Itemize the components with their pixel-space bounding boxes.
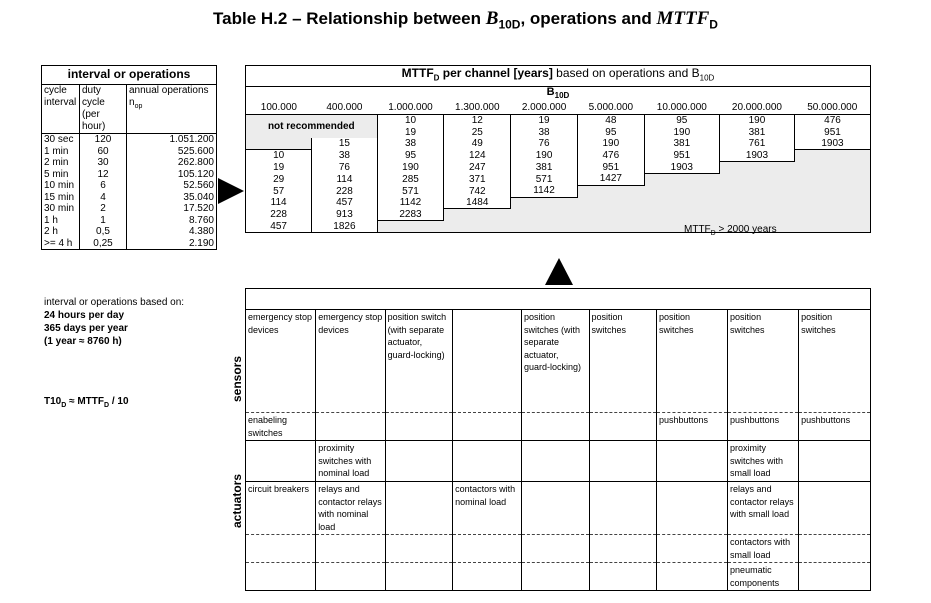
b10d-column-header: 400.000 bbox=[312, 101, 377, 115]
mttf-value: 29 bbox=[246, 173, 312, 185]
table-row bbox=[42, 203, 217, 215]
table-cell: 52.560 bbox=[127, 180, 217, 192]
table-cell: 2 h bbox=[42, 226, 80, 238]
empty-cell bbox=[719, 209, 794, 221]
col-cycle-interval: cycle interval bbox=[42, 85, 80, 134]
component-cell bbox=[657, 482, 728, 535]
empty-cell bbox=[577, 197, 644, 209]
mttf-value: 228 bbox=[312, 185, 377, 197]
table-row bbox=[42, 226, 217, 238]
component-row bbox=[246, 535, 871, 563]
component-cell bbox=[589, 441, 656, 482]
component-cell bbox=[453, 310, 522, 413]
mttf-value: 913 bbox=[312, 209, 377, 221]
component-cell bbox=[385, 535, 453, 563]
table-cell: 8.760 bbox=[127, 215, 217, 227]
component-row bbox=[246, 413, 871, 441]
mttf-value: 48 bbox=[577, 115, 644, 127]
component-cell bbox=[246, 535, 316, 563]
mttf-value: 951 bbox=[795, 127, 871, 138]
interval-table bbox=[41, 65, 217, 250]
component-cell bbox=[316, 563, 385, 591]
component-cell bbox=[316, 413, 385, 441]
table-row bbox=[42, 238, 217, 250]
components-header bbox=[246, 289, 871, 310]
mttf-value: 57 bbox=[246, 185, 312, 197]
mttf-value: 476 bbox=[795, 115, 871, 127]
component-cell: position switches (with separate actuator, guard-locking) bbox=[521, 310, 589, 413]
table-cell: 1 bbox=[80, 215, 127, 227]
component-cell: pushbuttons bbox=[657, 413, 728, 441]
component-cell: position switches bbox=[657, 310, 728, 413]
mttf-header: $MTTF_D$ per channel [years] based on operations and $B_{10D}$ bbox=[246, 66, 871, 87]
component-cell bbox=[453, 413, 522, 441]
component-cell: pushbuttons bbox=[728, 413, 799, 441]
page-title: Table H.2 – Relationship between $B_{10D}$, operations and $MTTF_D$ bbox=[213, 8, 718, 32]
table-cell: 525.600 bbox=[127, 146, 217, 158]
mttf-value: 190 bbox=[719, 115, 794, 127]
component-cell: relays and contactor relays with nominal load bbox=[316, 482, 385, 535]
mttf-value: 190 bbox=[377, 162, 444, 174]
b10d-column-header: 2.000.000 bbox=[511, 101, 578, 115]
table-row bbox=[42, 146, 217, 158]
component-cell: enabeling switches bbox=[246, 413, 316, 441]
table-row bbox=[42, 215, 217, 227]
component-cell bbox=[521, 563, 589, 591]
table-row bbox=[42, 134, 217, 146]
arrow-up-icon bbox=[545, 258, 573, 285]
col-duty-cycle: duty cycle (per hour) bbox=[80, 85, 127, 134]
mttf-value: 761 bbox=[719, 138, 794, 150]
component-cell bbox=[521, 441, 589, 482]
mttf-value: 10 bbox=[377, 115, 444, 127]
empty-cell bbox=[644, 197, 719, 209]
component-cell: proximity switches with nominal load bbox=[316, 441, 385, 482]
b10d-column-header: 5.000.000 bbox=[577, 101, 644, 115]
empty-cell bbox=[719, 197, 794, 209]
table-cell: 105.120 bbox=[127, 169, 217, 181]
table-cell: 1 h bbox=[42, 215, 80, 227]
empty-cell bbox=[577, 185, 644, 197]
component-cell bbox=[246, 563, 316, 591]
mttf-value: 381 bbox=[644, 138, 719, 150]
mttf-value: 457 bbox=[246, 221, 312, 233]
component-cell bbox=[453, 441, 522, 482]
mttf-table bbox=[245, 65, 871, 233]
table-row bbox=[42, 180, 217, 192]
empty-cell bbox=[795, 173, 871, 185]
b10d-column-header: 1.300.000 bbox=[444, 101, 511, 115]
sensors-label: sensors bbox=[230, 355, 244, 402]
component-cell bbox=[521, 482, 589, 535]
table-row bbox=[246, 115, 871, 127]
mttf-value: 76 bbox=[312, 162, 377, 174]
mttf-value: 381 bbox=[719, 127, 794, 138]
component-cell bbox=[385, 482, 453, 535]
mttf-value: 38 bbox=[377, 138, 444, 150]
component-cell: contactors with nominal load bbox=[453, 482, 522, 535]
mttf-value: 951 bbox=[577, 162, 644, 174]
table-row bbox=[246, 162, 871, 174]
component-row bbox=[246, 563, 871, 591]
table-cell: 6 bbox=[80, 180, 127, 192]
table-cell: 2 min bbox=[42, 157, 80, 169]
mttf-value: 19 bbox=[377, 127, 444, 138]
empty-cell bbox=[444, 221, 511, 233]
mttf-value: 476 bbox=[577, 150, 644, 162]
b10d-column-header: 10.000.000 bbox=[644, 101, 719, 115]
empty-cell bbox=[444, 209, 511, 221]
component-cell bbox=[657, 535, 728, 563]
mttf-value: 571 bbox=[377, 185, 444, 197]
table-row bbox=[42, 169, 217, 181]
table-row bbox=[246, 173, 871, 185]
mttf-value: 1142 bbox=[377, 197, 444, 209]
empty-cell bbox=[719, 162, 794, 174]
mttf-value: 15 bbox=[312, 138, 377, 150]
empty-cell bbox=[795, 209, 871, 221]
component-row bbox=[246, 441, 871, 482]
empty-cell bbox=[795, 150, 871, 162]
component-cell: position switch (with separate actuator, guard-locking) bbox=[385, 310, 453, 413]
component-cell bbox=[589, 535, 656, 563]
mttf-value: 19 bbox=[511, 115, 578, 127]
table-cell: 35.040 bbox=[127, 192, 217, 204]
component-cell bbox=[589, 563, 656, 591]
mttf-value: 381 bbox=[511, 162, 578, 174]
mttf-value: 1142 bbox=[511, 185, 578, 197]
component-cell bbox=[246, 441, 316, 482]
component-cell bbox=[316, 535, 385, 563]
empty-cell bbox=[511, 197, 578, 209]
component-cell bbox=[657, 441, 728, 482]
component-cell bbox=[521, 413, 589, 441]
component-cell: position switches bbox=[589, 310, 656, 413]
component-cell: contactors with small load bbox=[728, 535, 799, 563]
mttf-value: 457 bbox=[312, 197, 377, 209]
component-cell bbox=[385, 441, 453, 482]
mttf-value: 1903 bbox=[795, 138, 871, 150]
table-cell: 12 bbox=[80, 169, 127, 181]
component-cell: emergency stop devices bbox=[246, 310, 316, 413]
empty-cell bbox=[511, 209, 578, 221]
table-cell: 1.051.200 bbox=[127, 134, 217, 146]
empty-cell bbox=[511, 221, 578, 233]
mttf-value: 114 bbox=[312, 173, 377, 185]
table-cell: 30 sec bbox=[42, 134, 80, 146]
component-cell: pushbuttons bbox=[799, 413, 871, 441]
empty-cell bbox=[719, 173, 794, 185]
t10-formula: $T10_D$ ≈ $MTTF_D / 10$ bbox=[44, 396, 129, 409]
empty-cell bbox=[719, 185, 794, 197]
mttf-value: 951 bbox=[644, 150, 719, 162]
actuators-label: actuators bbox=[230, 473, 244, 528]
mttf-value: 190 bbox=[511, 150, 578, 162]
mttf-value: 228 bbox=[246, 209, 312, 221]
mttf-value: 19 bbox=[246, 162, 312, 174]
table-cell: 5 min bbox=[42, 169, 80, 181]
table-cell: 120 bbox=[80, 134, 127, 146]
mttf-value: 285 bbox=[377, 173, 444, 185]
mttf-value: 742 bbox=[444, 185, 511, 197]
mttf-value: 76 bbox=[511, 138, 578, 150]
mttf-value: 1903 bbox=[719, 150, 794, 162]
component-cell bbox=[385, 563, 453, 591]
empty-cell bbox=[577, 209, 644, 221]
component-row bbox=[246, 310, 871, 413]
table-cell: 17.520 bbox=[127, 203, 217, 215]
table-row bbox=[246, 197, 871, 209]
component-cell bbox=[657, 563, 728, 591]
component-cell bbox=[799, 441, 871, 482]
empty-cell bbox=[377, 221, 444, 233]
b10d-column-header: 100.000 bbox=[246, 101, 312, 115]
table-row bbox=[246, 138, 871, 150]
component-cell bbox=[589, 482, 656, 535]
table-cell: 60 bbox=[80, 146, 127, 158]
mttf-value: 25 bbox=[444, 127, 511, 138]
table-cell: >= 4 h bbox=[42, 238, 80, 250]
table-cell: 4 bbox=[80, 192, 127, 204]
empty-cell bbox=[795, 185, 871, 197]
info-block: interval or operations based on: 24 hours per day 365 days per year (1 year ≈ 8760 h) bbox=[44, 297, 185, 347]
component-cell bbox=[799, 535, 871, 563]
empty-cell bbox=[795, 162, 871, 174]
b10d-column-header: 50.000.000 bbox=[795, 101, 871, 115]
table-cell: 0,25 bbox=[80, 238, 127, 250]
mttf-value: 12 bbox=[444, 115, 511, 127]
mttf-value: 571 bbox=[511, 173, 578, 185]
component-row bbox=[246, 482, 871, 535]
component-cell: proximity switches with small load bbox=[728, 441, 799, 482]
component-cell bbox=[521, 535, 589, 563]
mttf-value: 371 bbox=[444, 173, 511, 185]
mttf-value: 190 bbox=[644, 127, 719, 138]
interval-header: interval or operations bbox=[42, 66, 217, 85]
table-cell: 262.800 bbox=[127, 157, 217, 169]
mttf-note: $MTTF_D > 2000$ years bbox=[684, 224, 777, 237]
mttf-value: 95 bbox=[577, 127, 644, 138]
table-row bbox=[246, 209, 871, 221]
table-row bbox=[42, 157, 217, 169]
component-cell bbox=[453, 563, 522, 591]
table-cell: 15 min bbox=[42, 192, 80, 204]
mttf-value: 124 bbox=[444, 150, 511, 162]
b10d-column-header: 1.000.000 bbox=[377, 101, 444, 115]
component-cell bbox=[385, 413, 453, 441]
table-cell: 2.190 bbox=[127, 238, 217, 250]
component-cell: circuit breakers bbox=[246, 482, 316, 535]
mttf-value: 2283 bbox=[377, 209, 444, 221]
mttf-value: 95 bbox=[377, 150, 444, 162]
mttf-value: 1903 bbox=[644, 162, 719, 174]
component-cell bbox=[453, 535, 522, 563]
table-row bbox=[246, 150, 871, 162]
mttf-value: 247 bbox=[444, 162, 511, 174]
empty-cell bbox=[644, 185, 719, 197]
component-cell bbox=[799, 563, 871, 591]
table-row bbox=[42, 192, 217, 204]
table-cell: 10 min bbox=[42, 180, 80, 192]
mttf-value: 10 bbox=[246, 150, 312, 162]
not-recommended: not recommended bbox=[246, 115, 378, 138]
table-cell: 0,5 bbox=[80, 226, 127, 238]
component-cell bbox=[799, 482, 871, 535]
b10d-column-header: 20.000.000 bbox=[719, 101, 794, 115]
b10d-label: $B_{10D}$ bbox=[246, 87, 871, 102]
empty-cell bbox=[644, 173, 719, 185]
mttf-value: 38 bbox=[312, 150, 377, 162]
mttf-value: 1484 bbox=[444, 197, 511, 209]
component-cell: position switches bbox=[728, 310, 799, 413]
mttf-value: 1427 bbox=[577, 173, 644, 185]
table-cell: 4.380 bbox=[127, 226, 217, 238]
table-cell: 30 min bbox=[42, 203, 80, 215]
mttf-value: 49 bbox=[444, 138, 511, 150]
mttf-value: 1826 bbox=[312, 221, 377, 233]
table-row bbox=[246, 221, 871, 233]
component-cell: emergency stop devices bbox=[316, 310, 385, 413]
col-annual-operations: annual operations $n_{op}$ bbox=[127, 85, 217, 134]
components-table bbox=[245, 288, 871, 591]
table-cell: 30 bbox=[80, 157, 127, 169]
mttf-value: 114 bbox=[246, 197, 312, 209]
mttf-value: 95 bbox=[644, 115, 719, 127]
empty-cell bbox=[795, 221, 871, 233]
arrow-right-icon bbox=[218, 178, 244, 204]
mttf-value: 190 bbox=[577, 138, 644, 150]
empty-cell bbox=[246, 138, 312, 150]
table-cell: 1 min bbox=[42, 146, 80, 158]
empty-cell bbox=[795, 197, 871, 209]
mttf-value: 38 bbox=[511, 127, 578, 138]
empty-cell bbox=[577, 221, 644, 233]
table-row bbox=[246, 185, 871, 197]
component-cell bbox=[589, 413, 656, 441]
table-cell: 2 bbox=[80, 203, 127, 215]
component-cell: relays and contactor relays with small load bbox=[728, 482, 799, 535]
component-cell: position switches bbox=[799, 310, 871, 413]
component-cell: pneumatic components bbox=[728, 563, 799, 591]
empty-cell bbox=[644, 209, 719, 221]
